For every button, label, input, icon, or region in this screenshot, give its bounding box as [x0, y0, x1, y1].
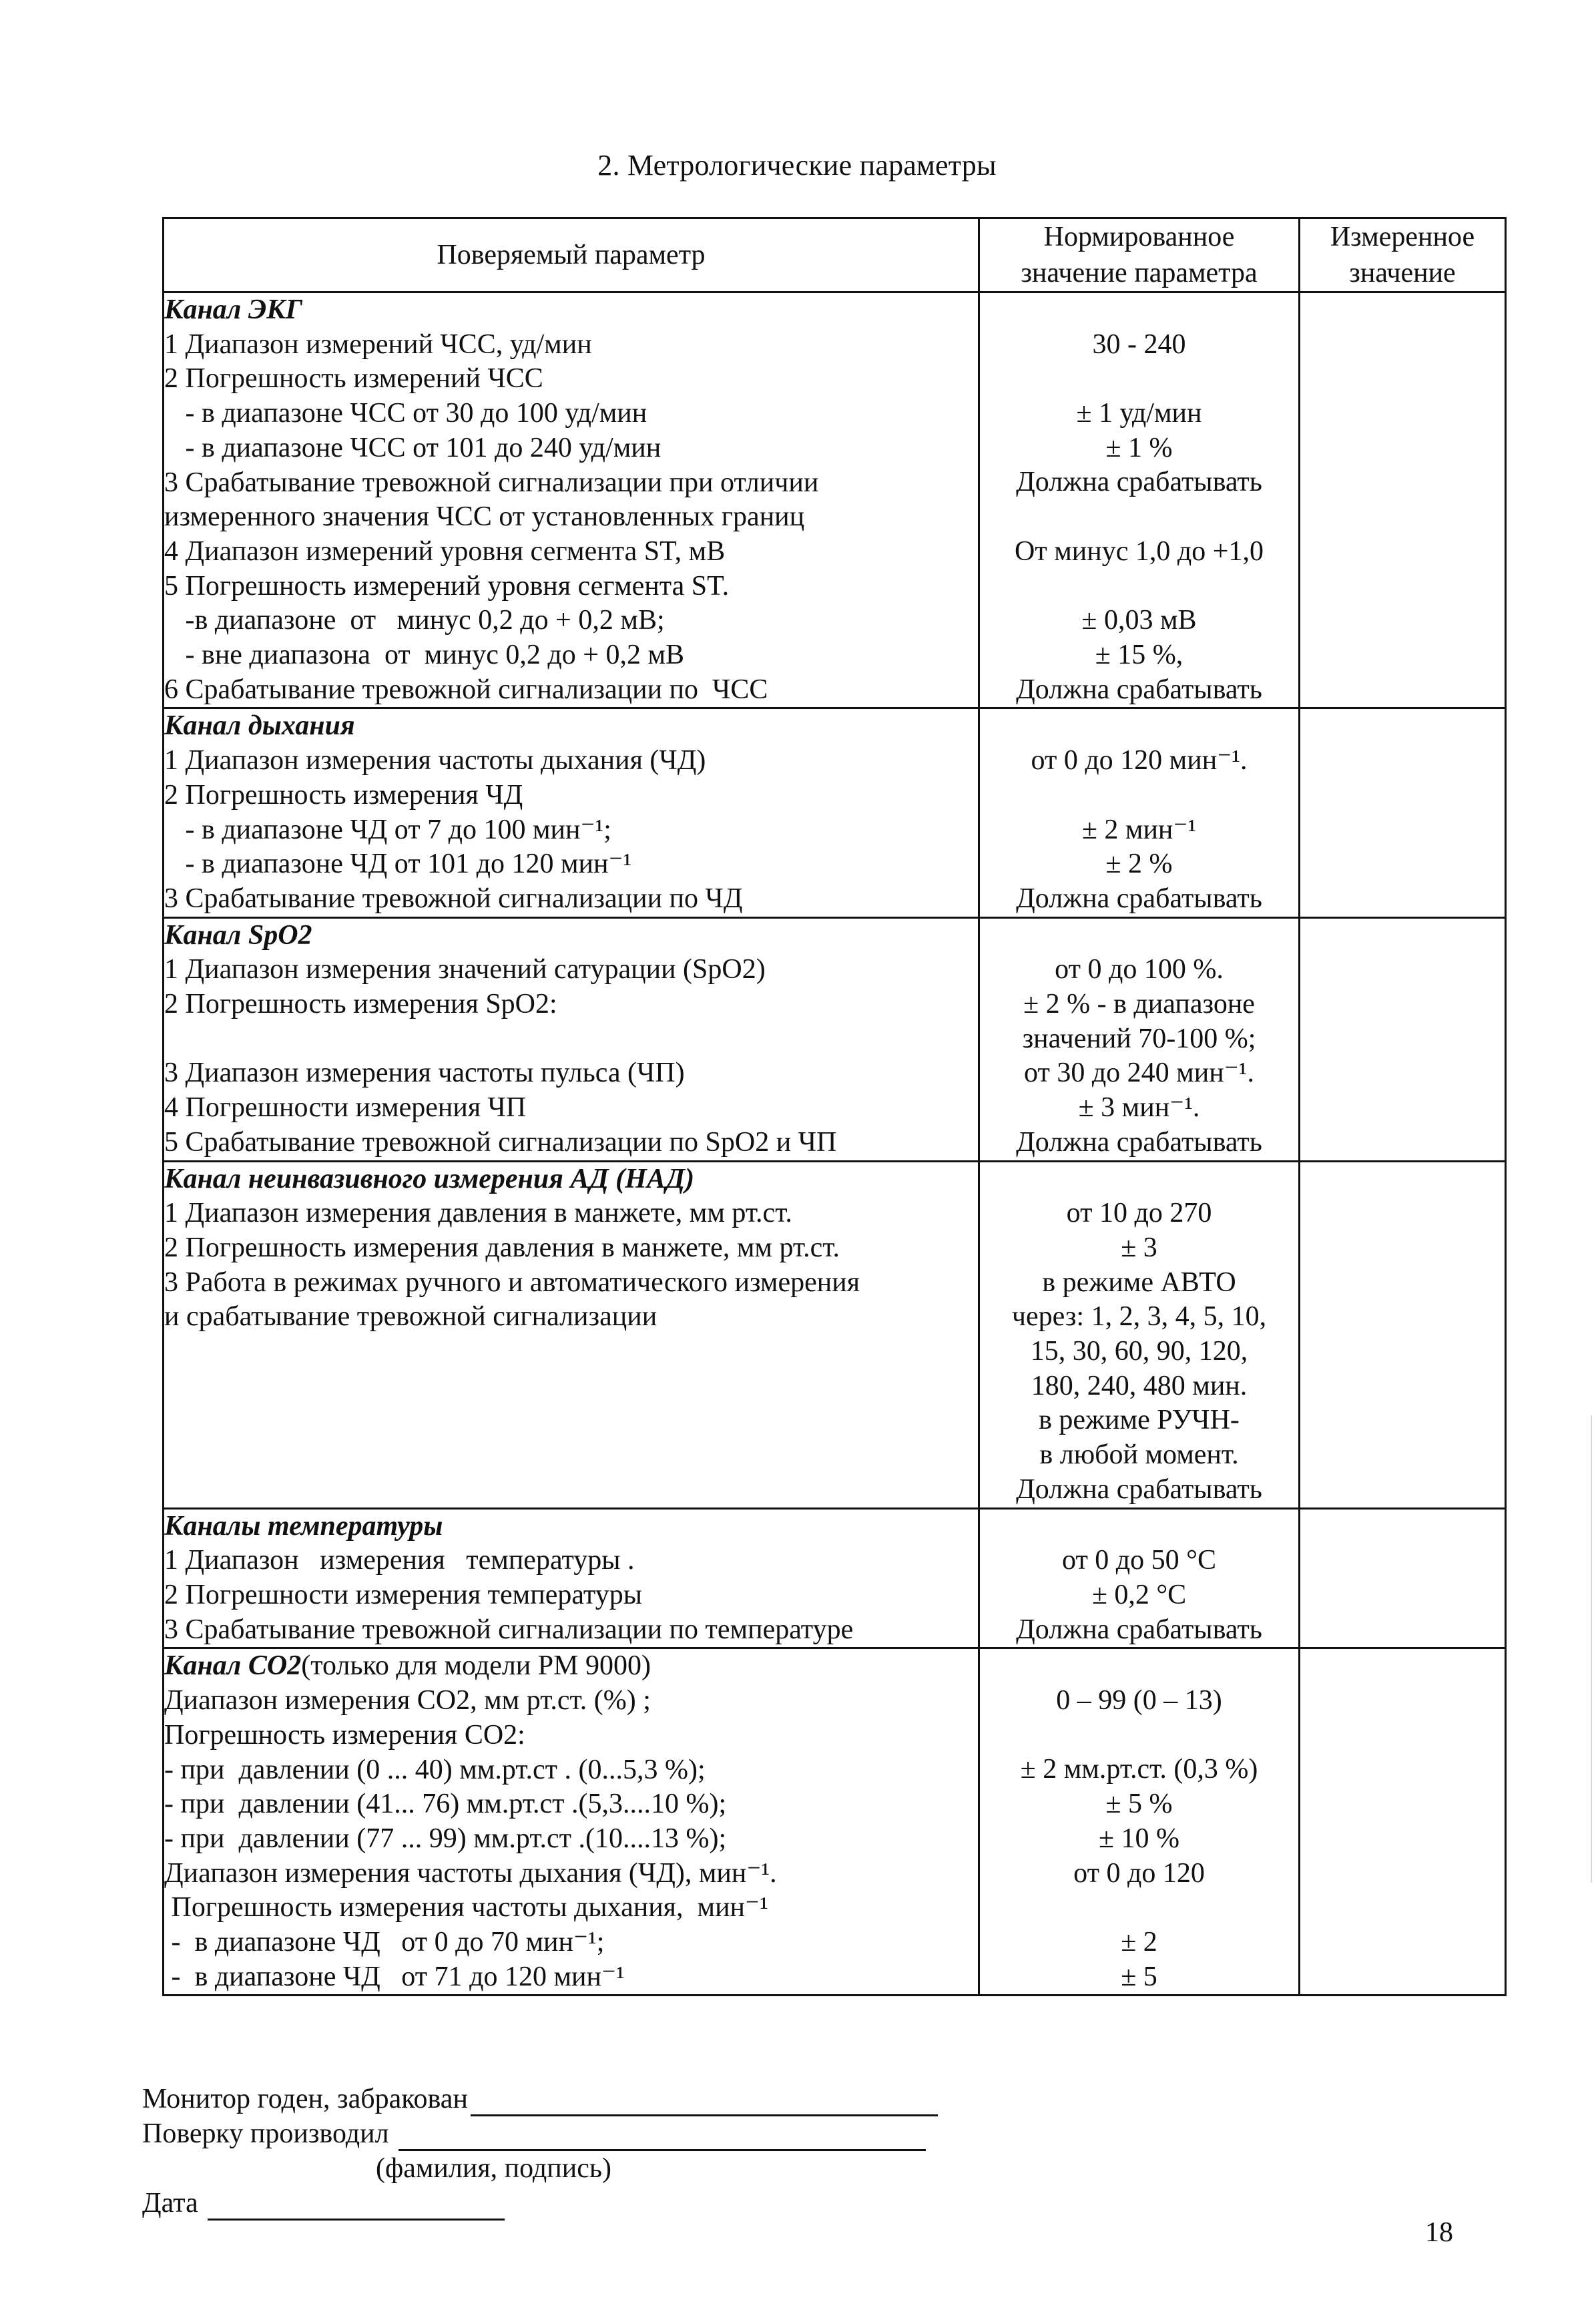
- normalized-value-line: ± 3 мин⁻¹.: [1078, 1092, 1200, 1124]
- parameter-cell: [164, 1648, 979, 1996]
- section-title-text: Канал неинвазивного измерения АД (НАД): [164, 1163, 695, 1194]
- parameter-line: - в диапазоне ЧСС от 101 до 240 уд/мин: [164, 432, 661, 463]
- normalized-value-cell: [979, 708, 1300, 917]
- normalized-value-cell: [979, 917, 1300, 1161]
- normalized-value-line: ± 0,2 °С: [1091, 1579, 1187, 1610]
- parameter-line: 1 Диапазон измерения температуры .: [164, 1545, 635, 1576]
- verdict-row: [142, 2082, 938, 2116]
- section-title: [164, 1162, 978, 1197]
- parameter-cell: [164, 708, 979, 917]
- section-title: [164, 709, 978, 744]
- normalized-value-line: [980, 500, 1298, 535]
- normalized-value-line: ± 0,03 мВ: [1081, 605, 1197, 636]
- parameter-line: 2 Погрешности измерения температуры: [164, 1579, 642, 1610]
- normalized-value-line: от 0 до 100 %.: [1055, 954, 1224, 985]
- header-measured: [1300, 218, 1506, 292]
- parameter-line: 5 Срабатывание тревожной сигнализации по SpO2 и ЧП: [164, 1126, 837, 1158]
- table-row: [164, 708, 1506, 917]
- parameter-line: 1 Диапазон измерения давления в манжете, мм рт.ст.: [164, 1198, 792, 1229]
- normalized-value-line: от 10 до 270: [1066, 1198, 1212, 1229]
- parameter-line: 1 Диапазон измерения частоты дыхания (ЧД): [164, 745, 706, 776]
- normalized-value-line: Должна срабатывать: [1016, 1473, 1262, 1505]
- normalized-value-line: [980, 709, 1298, 744]
- parameter-cell: [164, 1508, 979, 1648]
- normalized-value-line: от 0 до 120: [1073, 1857, 1205, 1889]
- parameter-cell: [164, 1161, 979, 1508]
- normalized-value-line: ± 2: [1121, 1926, 1157, 1957]
- page-number: 18: [1425, 2217, 1453, 2248]
- parameter-line: - при давлении (0 ... 40) мм.рт.ст . (0...5,3 %);: [164, 1754, 706, 1785]
- header-parameter: Поверяемый параметр: [164, 218, 979, 292]
- parameter-line: 3 Срабатывание тревожной сигнализации по температуре: [164, 1614, 854, 1645]
- normalized-value-line: [980, 1162, 1298, 1197]
- normalized-value-line: ± 10 %: [1098, 1823, 1180, 1854]
- measured-value-cell[interactable]: [1300, 708, 1506, 917]
- parameter-line: - в диапазоне ЧД от 0 до 70 мин⁻¹;: [164, 1927, 605, 1958]
- date-field[interactable]: [208, 2192, 505, 2221]
- normalized-value-line: [980, 293, 1298, 328]
- header-measured-line2: значение: [1349, 258, 1456, 288]
- header-normalized: [979, 218, 1300, 292]
- parameter-line: - в диапазоне ЧД от 101 до 120 мин⁻¹: [164, 849, 632, 880]
- parameter-line: - вне диапазона от минус 0,2 до + 0,2 мВ: [164, 640, 685, 671]
- parameter-line: 3 Срабатывание тревожной сигнализации по ЧД: [164, 883, 743, 914]
- parameter-line: -в диапазоне от минус 0,2 до + 0,2 мВ;: [164, 605, 665, 636]
- normalized-value-line: Должна срабатывать: [1016, 883, 1262, 914]
- parameter-line: 2 Погрешность измерения SpO2:: [164, 989, 557, 1020]
- parameter-line: 2 Погрешность измерений ЧСС: [164, 363, 543, 395]
- measured-value-cell[interactable]: [1300, 292, 1506, 708]
- measured-value-cell[interactable]: [1300, 1161, 1506, 1508]
- normalized-value-line: ± 2 %: [1105, 849, 1173, 880]
- verifier-field[interactable]: [398, 2122, 926, 2151]
- section-title-text: Канал ЭКГ: [164, 294, 303, 325]
- normalized-value-line: от 0 до 120 мин⁻¹.: [1031, 745, 1248, 776]
- normalized-value-line: [980, 1718, 1298, 1753]
- normalized-value-line: 180, 240, 480 мин.: [1031, 1370, 1248, 1401]
- verifier-hint: (фамилия, подпись): [376, 2153, 612, 2184]
- normalized-value-line: [980, 1891, 1298, 1925]
- date-row: [142, 2186, 938, 2221]
- scan-edge-mark: [1591, 1415, 1592, 1883]
- parameter-line: - в диапазоне ЧД от 71 до 120 мин⁻¹: [164, 1961, 625, 1992]
- metrology-table: [162, 217, 1507, 1996]
- table-header-row: [164, 218, 1506, 292]
- table-row: [164, 917, 1506, 1161]
- normalized-value-line: Должна срабатывать: [1016, 1614, 1262, 1645]
- normalized-value-line: ± 5 %: [1105, 1789, 1173, 1820]
- signature-block: [142, 2082, 938, 2221]
- parameter-line: 1 Диапазон измерения значений сатурации (SpO2): [164, 954, 766, 985]
- normalized-value-cell: [979, 292, 1300, 708]
- parameter-line: 3 Работа в режимах ручного и автоматического измерения: [164, 1266, 860, 1298]
- parameter-line: 6 Срабатывание тревожной сигнализации по ЧСС: [164, 674, 768, 705]
- normalized-value-line: [980, 362, 1298, 397]
- normalized-value-line: [980, 1509, 1298, 1544]
- section-title: [164, 293, 978, 328]
- table-row: [164, 1161, 1506, 1508]
- section-title: [164, 1649, 978, 1684]
- parameter-cell: [164, 917, 979, 1161]
- parameter-line: - в диапазоне ЧСС от 30 до 100 уд/мин: [164, 398, 647, 429]
- parameter-line: измеренного значения ЧСС от установленных границ: [164, 501, 805, 533]
- normalized-value-line: 15, 30, 60, 90, 120,: [1030, 1336, 1248, 1367]
- verdict-label: Монитор годен, забракован: [142, 2084, 468, 2114]
- normalized-value-line: Должна срабатывать: [1016, 1126, 1262, 1158]
- parameter-line: 5 Погрешность измерений уровня сегмента ST.: [164, 570, 730, 602]
- normalized-value-line: в режиме АВТО: [1042, 1266, 1236, 1298]
- header-normalized-line2: значение параметра: [1021, 258, 1258, 288]
- normalized-value-line: 0 – 99 (0 – 13): [1056, 1685, 1222, 1716]
- normalized-value-line: [980, 778, 1298, 813]
- normalized-value-line: ± 15 %,: [1095, 639, 1183, 670]
- parameter-line: [164, 1022, 978, 1057]
- measured-value-cell[interactable]: [1300, 1648, 1506, 1996]
- normalized-value-line: 30 - 240: [1092, 328, 1186, 360]
- parameter-line: 4 Диапазон измерений уровня сегмента ST, мВ: [164, 535, 726, 567]
- verdict-field[interactable]: [471, 2088, 938, 2116]
- normalized-value-line: значений 70-100 %;: [1022, 1023, 1256, 1054]
- parameter-line: 1 Диапазон измерений ЧСС, уд/мин: [164, 328, 592, 360]
- normalized-value-line: [980, 919, 1298, 953]
- table-row: [164, 292, 1506, 708]
- section-title: [164, 1509, 978, 1544]
- parameter-line: Диапазон измерения СО2, мм рт.ст. (%) ;: [164, 1685, 651, 1716]
- parameter-line: 3 Диапазон измерения частоты пульса (ЧП): [164, 1058, 685, 1089]
- normalized-value-line: ± 1 %: [1105, 432, 1173, 463]
- normalized-value-line: в режиме РУЧН-: [1039, 1405, 1240, 1436]
- section-title: [164, 919, 978, 953]
- normalized-value-line: Должна срабатывать: [1016, 467, 1262, 498]
- normalized-value-cell: [979, 1161, 1300, 1508]
- normalized-value-line: [980, 569, 1298, 604]
- parameter-line: - в диапазоне ЧД от 7 до 100 мин⁻¹;: [164, 814, 611, 845]
- parameter-line: и срабатывание тревожной сигнализации: [164, 1301, 657, 1333]
- header-measured-line1: Измеренное: [1330, 222, 1475, 252]
- parameter-line: 3 Срабатывание тревожной сигнализации при отличии: [164, 467, 819, 498]
- normalized-value-line: от 0 до 50 °С: [1062, 1545, 1216, 1576]
- normalized-value-line: через: 1, 2, 3, 4, 5, 10,: [1011, 1301, 1267, 1333]
- date-label: Дата: [142, 2188, 198, 2219]
- parameter-cell: [164, 292, 979, 708]
- parameter-line: 4 Погрешности измерения ЧП: [164, 1092, 527, 1124]
- normalized-value-line: От минус 1,0 до +1,0: [1015, 535, 1264, 567]
- section-title-text: Канал SpO2: [164, 919, 312, 951]
- parameter-line: - при давлении (77 ... 99) мм.рт.ст .(10....13 %);: [164, 1823, 727, 1854]
- parameter-line: 2 Погрешность измерения ЧД: [164, 779, 523, 810]
- measured-value-cell[interactable]: [1300, 1508, 1506, 1648]
- verifier-label: Поверку производил: [142, 2118, 389, 2149]
- section-title-text: Каналы температуры: [164, 1510, 443, 1542]
- normalized-value-line: ± 1 уд/мин: [1076, 398, 1202, 429]
- table-row: [164, 1508, 1506, 1648]
- normalized-value-line: ± 2 % - в диапазоне: [1023, 989, 1255, 1020]
- normalized-value-line: в любой момент.: [1039, 1439, 1239, 1471]
- parameter-line: 2 Погрешность измерения давления в манжете, мм рт.ст.: [164, 1232, 840, 1263]
- verifier-row: [142, 2116, 938, 2151]
- parameter-line: - при давлении (41... 76) мм.рт.ст .(5,3....10 %);: [164, 1789, 727, 1820]
- table-body: [164, 292, 1506, 1996]
- normalized-value-line: ± 2 мм.рт.ст. (0,3 %): [1020, 1754, 1258, 1785]
- page-title: 2. Метрологические параметры: [597, 149, 997, 182]
- normalized-value-line: ± 2 мин⁻¹: [1081, 814, 1197, 845]
- parameter-line: Погрешность измерения СО2:: [164, 1719, 525, 1751]
- parameter-line: Диапазон измерения частоты дыхания (ЧД), мин⁻¹.: [164, 1857, 777, 1889]
- header-normalized-line1: Нормированное: [1043, 222, 1235, 252]
- normalized-value-line: от 30 до 240 мин⁻¹.: [1024, 1058, 1254, 1089]
- normalized-value-cell: [979, 1508, 1300, 1648]
- section-title-text: Канал СО2: [164, 1650, 302, 1682]
- normalized-value-line: ± 3: [1121, 1232, 1157, 1263]
- normalized-value-line: Должна срабатывать: [1016, 674, 1262, 705]
- normalized-value-line: ± 5: [1121, 1961, 1157, 1992]
- parameter-line: Погрешность измерения частоты дыхания, мин⁻¹: [164, 1892, 768, 1923]
- normalized-value-line: [980, 1649, 1298, 1684]
- normalized-value-cell: [979, 1648, 1300, 1996]
- section-title-suffix: (только для модели РМ 9000): [301, 1650, 651, 1682]
- measured-value-cell[interactable]: [1300, 917, 1506, 1161]
- table-row: [164, 1648, 1506, 1996]
- section-title-text: Канал дыхания: [164, 710, 355, 742]
